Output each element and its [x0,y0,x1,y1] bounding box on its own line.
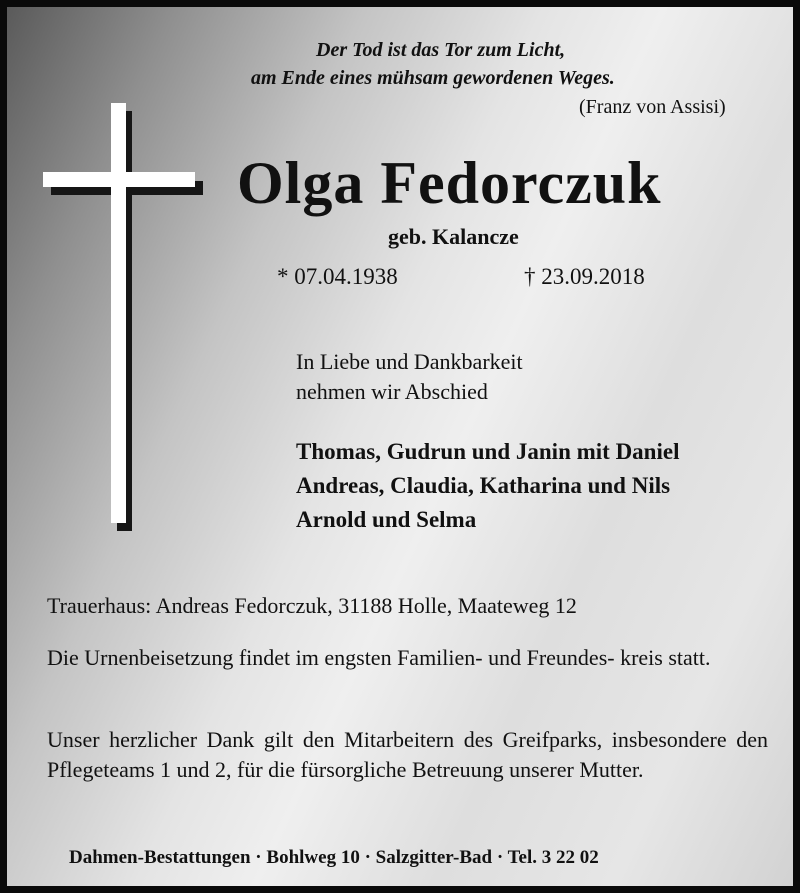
family-names [296,435,679,537]
death-date: † 23.09.2018 [524,264,645,289]
quote-author: (Franz von Assisi) [579,96,726,118]
cross-icon [37,99,207,539]
thanks-text: Unser herzlicher Dank gilt den Mitarbeitern des Greifparks, insbesondere den Pflegeteams 1 und 2, für die fürsorgliche Betreuung unserer Mutter. [47,727,768,782]
family-line-3: Arnold und Selma [296,507,477,532]
funeral-home-footer: Dahmen-Bestattungen · Bohlweg 10 · Salzgitter-Bad · Tel. 3 22 02 [69,847,599,868]
deceased-name: Olga Fedorczuk [237,150,662,216]
farewell-line-2: nehmen wir Abschied [296,379,488,404]
farewell-text [296,347,523,407]
farewell-line-1: In Liebe und Dankbarkeit [296,349,523,374]
maiden-name: geb. Kalancze [388,224,519,249]
family-line-2: Andreas, Claudia, Katharina und Nils [296,473,671,498]
quote-line-2: am Ende eines mühsam gewordenen Weges. [251,67,615,89]
urn-burial-text: Die Urnenbeisetzung findet im engsten Familien- und Freundes- kreis statt. [47,645,711,670]
birth-date: * 07.04.1938 [277,264,398,289]
family-line-1: Thomas, Gudrun und Janin mit Daniel [296,439,680,464]
mourning-house: Trauerhaus: Andreas Fedorczuk, 31188 Holle, Maateweg 12 [47,593,577,618]
quote-line-1: Der Tod ist das Tor zum Licht, [316,39,566,61]
